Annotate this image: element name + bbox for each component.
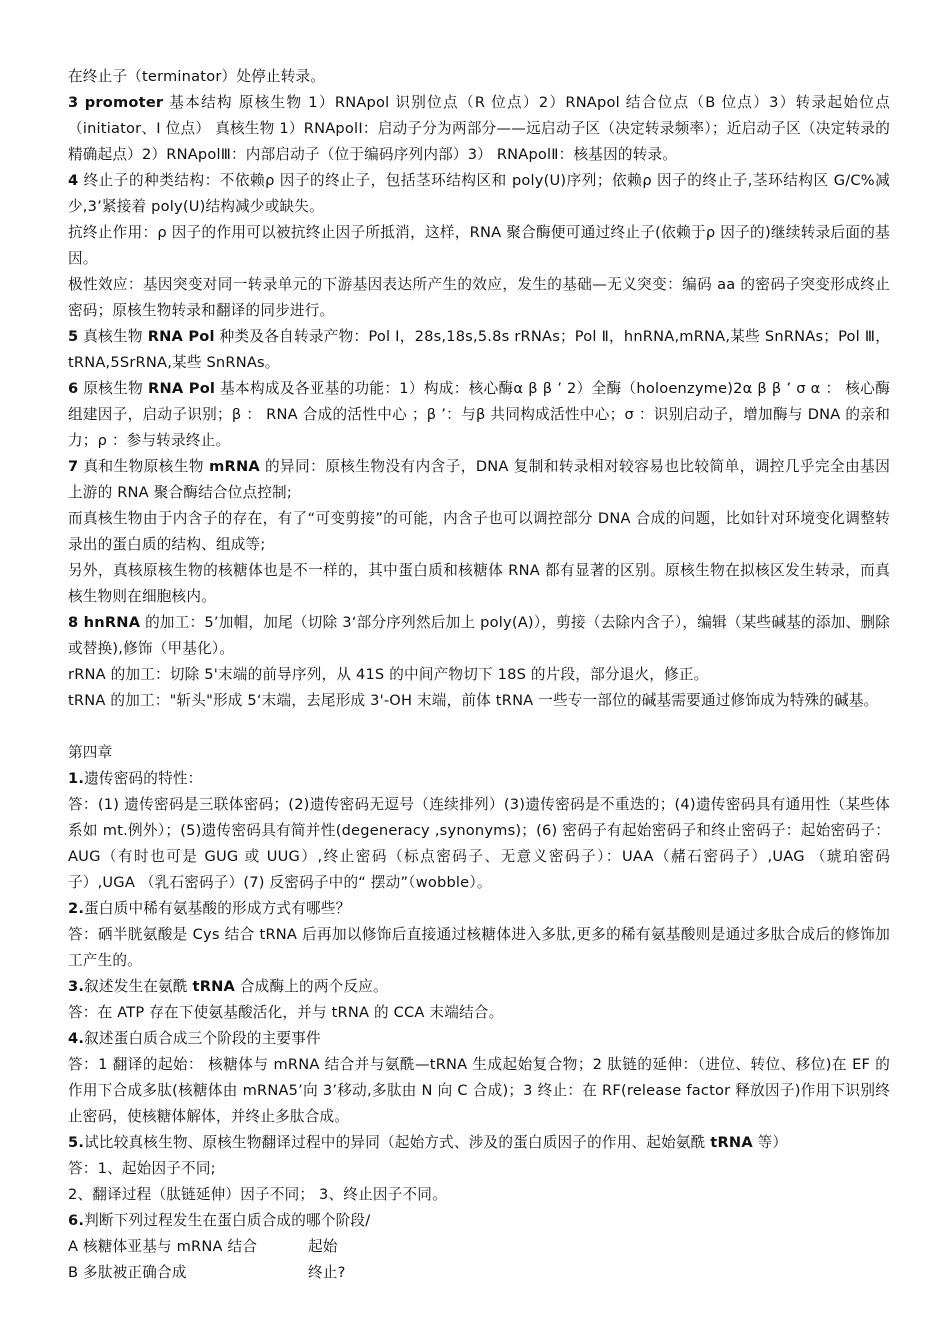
text-run: 蛋白质中稀有氨基酸的形成方式有哪些？ [84,900,351,917]
paragraph-p5 [68,272,890,324]
bold-text: mRNA [209,458,260,475]
text-run: 叙述发生在氨酰 [84,978,193,995]
bold-text: 6 [68,380,79,397]
bold-text: 5. [68,1134,85,1151]
bold-text: 6. [68,1212,85,1229]
bold-text: 5 [68,328,79,345]
section-gap [68,714,890,740]
paragraph-p8 [68,454,890,506]
text-run: 答：(1) 遗传密码是三联体密码；(2)遗传密码无逗号（连续排列）(3)遗传密码是不重迭的；(4)遗传密码具有通用性（某些体系如 mt.例外）；(5)遗传密码具有简并性(degeneracy ,synonyms)；(6) 密码子有起始密码子和终止密码子：起始密码子：AUG（有时也可是 GUG 或 UUG）,终止密码（标点密码子、无意义密码子）：UAA（赭石密码子）,UAG （琥珀密码子）,UGA （乳石密码子）(7) 反密码子中的“ 摆动”（wobble）。 [68,796,890,891]
text-run: 答：在 ATP 存在下使氨基酸活化，并与 tRNA 的 CCA 末端结合。 [68,1004,504,1021]
text-run: 真和生物原核生物 [78,458,210,475]
text-run: 在终止子（terminator）处停止转录。 [68,68,326,85]
text-run: 的异同：原核生物没有内含子，DNA 复制和转录相对较容易也比较简单，调控几乎完全由基因上游的 RNA 聚合酶结合位点控制; [68,458,890,501]
process-label: A 核糖体亚基与 mRNA 结合 [68,1238,258,1255]
paragraph-p21 [68,1026,890,1052]
stage-answer: 终止? [308,1264,346,1281]
text-run: 判断下列过程发生在蛋白质合成的哪个阶段/ [84,1212,371,1229]
bold-text: 8 hnRNA [68,614,141,631]
bold-text: 1. [68,770,85,787]
text-run: 的加工：5’加帽，加尾（切除 3‘部分序列然后加上 poly(A)），剪接（去除内含子），编辑（某些碱基的添加、删除或替换),修饰（甲基化）。 [68,614,890,657]
bold-text: 2. [68,900,85,917]
bold-text: 4. [68,1030,85,1047]
text-run: 2、翻译过程（肽链延伸）因子不同； 3、终止因子不同。 [68,1186,447,1203]
bold-text: 7 [68,458,79,475]
list-item [68,1234,890,1260]
paragraph-p13 [68,688,890,714]
list-item [68,1260,890,1286]
paragraph-p19 [68,974,890,1000]
text-run: 终止子的种类结构：不依赖ρ 因子的终止子，包括茎环结构区和 poly(U)序列；依赖ρ 因子的终止子,茎环结构区 G/C%减少,3’紧接着 poly(U)结构减少或缺失。 [68,172,890,215]
paragraph-p24 [68,1156,890,1182]
bold-text: 3 promoter [68,94,164,111]
text-run: 基本构成及各亚基的功能：1）构成：核心酶α β β ’ 2）全酶（holoenzyme)2α β β ’ σ α ： 核心酶组建因子，启动子识别；β ： RNA 合成的活性中心 ；β ’：与β 共同构成活性中心；σ ：识别启动子，增加酶与 DNA 的亲和力；ρ ：参与转录终止。 [68,380,891,449]
paragraph-p18 [68,922,890,974]
text-run: 而真核生物由于内含子的存在，有了“可变剪接”的可能，内含子也可以调控部分 DNA 合成的问题，比如针对环境变化调整转录出的蛋白质的结构、组成等; [68,510,890,553]
bold-text: RNA Pol [147,328,215,345]
bold-text: tRNA [192,978,236,995]
paragraph-p2 [68,90,890,168]
paragraph-p12 [68,662,890,688]
text-run: 合成酶上的两个反应。 [235,978,388,995]
paragraph-p23 [68,1130,890,1156]
text-run: 种类及各自转录产物：Pol Ⅰ，28s,18s,5.8s rRNAs；Pol Ⅱ，hnRNA,mRNA,某些 SnRNAs；Pol Ⅲ，tRNA,5SrRNA,某些 SnRNAs。 [68,328,890,371]
paragraph-p11 [68,610,890,662]
process-label: B 多肽被正确合成 [68,1264,187,1281]
text-run: 基本结构 原核生物 1）RNApol 识别位点（R 位点）2）RNApol 结合位点（B 位点）3）转录起始位点（initiator、I 位点） 真核生物 1）RNApolⅠ：启动子分为两部分——远启动子区（决定转录频率）；近启动子区（决定转录的精确起点）2）RNApolⅢ：内部启动子（位于编码序列内部）3） RNApolⅡ：核基因的转录。 [68,94,890,163]
paragraph-p10 [68,558,890,610]
paragraph-p25 [68,1182,890,1208]
paragraph-p22 [68,1052,890,1130]
paragraph-p26 [68,1208,890,1234]
paragraph-p20 [68,1000,890,1026]
text-run: 极性效应：基因突变对同一转录单元的下游基因表达所产生的效应，发生的基础—无义突变：编码 aa 的密码子突变形成终止密码；原核生物转录和翻译的同步进行。 [68,276,890,319]
bold-text: RNA Pol [148,380,216,397]
paragraph-p15 [68,766,890,792]
bold-text: 3. [68,978,85,995]
bold-text: 4 [68,172,79,189]
paragraph-p16 [68,792,890,896]
text-run: 真核生物 [78,328,148,345]
paragraph-p7 [68,376,890,454]
text-run: 答：硒半胱氨酸是 Cys 结合 tRNA 后再加以修饰后直接通过核糖体进入多肽,更多的稀有氨基酸则是通过多肽合成后的修饰加工产生的。 [68,926,890,969]
text-run: rRNA 的加工：切除 5'末端的前导序列，从 41S 的中间产物切下 18S 的片段，部分退火，修正。 [68,666,709,683]
text-run: 答：1、起始因子不同; [68,1160,216,1177]
text-run: 原核生物 [78,380,149,397]
text-run: 试比较真核生物、原核生物翻译过程中的异同（起始方式、涉及的蛋白质因子的作用、起始氨酰 [84,1134,711,1151]
bold-text: tRNA [710,1134,753,1151]
paragraph-p4 [68,220,890,272]
paragraph-p1 [68,64,890,90]
paragraph-p17 [68,896,890,922]
text-run: 叙述蛋白质合成三个阶段的主要事件 [84,1030,321,1047]
text-run: 另外，真核原核生物的核糖体也是不一样的，其中蛋白质和核糖体 RNA 都有显著的区别。原核生物在拟核区发生转录，而真核生物则在细胞核内。 [68,562,890,605]
paragraph-p6 [68,324,890,376]
text-run: tRNA 的加工："斩头"形成 5‘末端，去尾形成 3'-OH 末端，前体 tRNA 一些专一部位的碱基需要通过修饰成为特殊的碱基。 [68,692,879,709]
paragraph-p3 [68,168,890,220]
text-run: 遗传密码的特性： [84,770,203,787]
text-run: 答：1 翻译的起始： 核糖体与 mRNA 结合并与氨酰—tRNA 生成起始复合物；2 肽链的延伸：（进位、转位、移位)在 EF 的作用下合成多肽(核糖体由 mRNA5’向 3’移动,多肽由 N 向 C 合成)；3 终止：在 RF(release factor 释放因子)作用下识别终止密码，使核糖体解体，并终止多肽合成。 [68,1056,890,1125]
paragraph-p9 [68,506,890,558]
text-run: 抗终止作用：ρ 因子的作用可以被抗终止因子所抵消，这样，RNA 聚合酶便可通过终止子(依赖于ρ 因子的)继续转录后面的基因。 [68,224,890,267]
text-run: 第四章 [68,744,113,761]
stage-answer: 起始 [308,1238,338,1255]
paragraph-p14 [68,740,890,766]
text-run: 等） [752,1134,788,1151]
